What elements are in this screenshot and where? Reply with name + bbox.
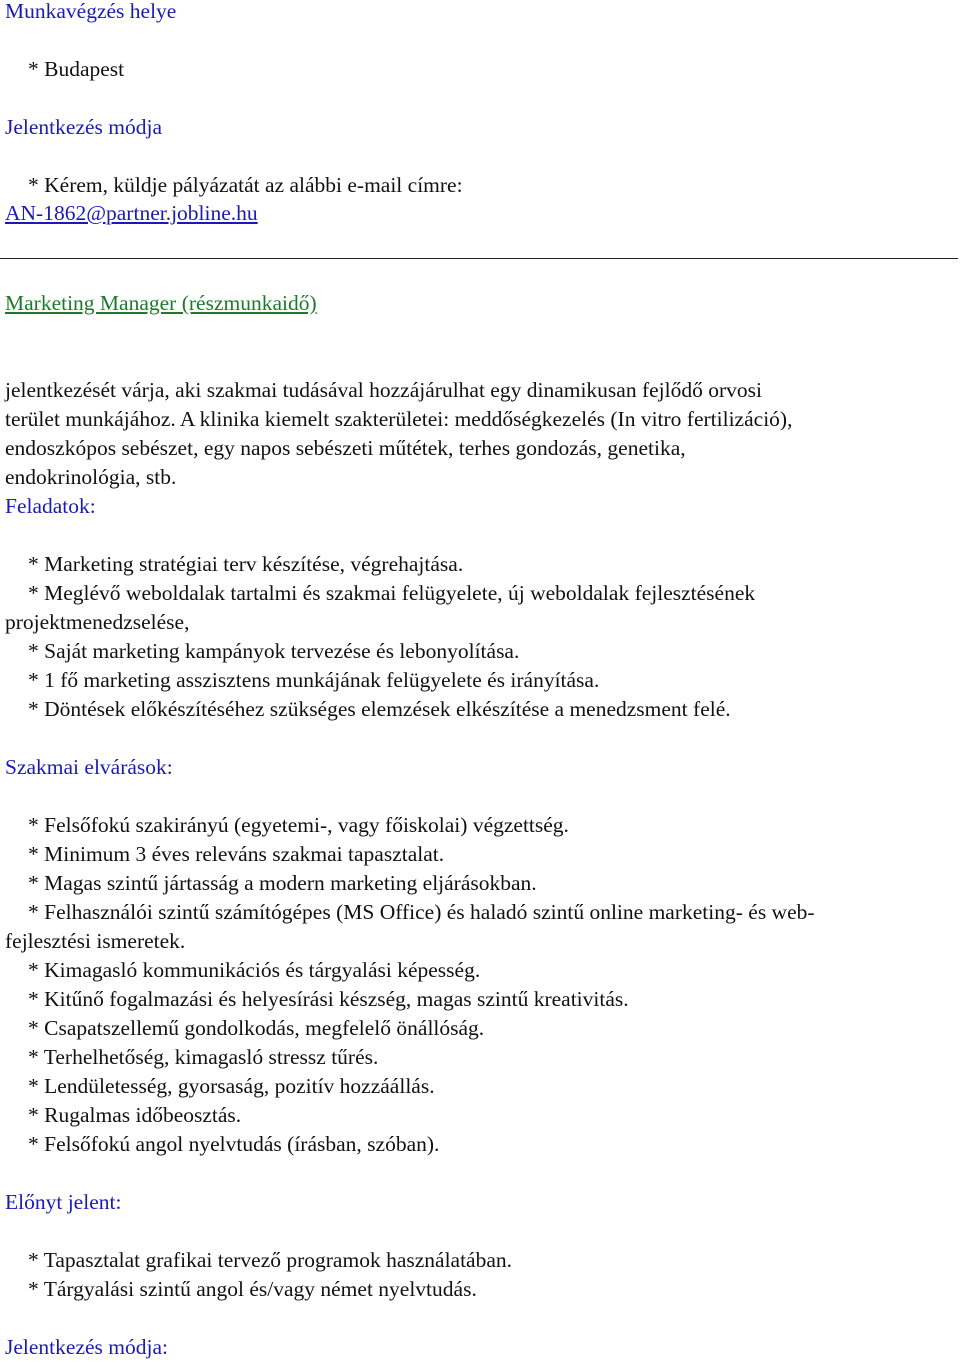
requirement-item: * Csapatszellemű gondolkodás, megfelelő önállóság. (28, 1016, 485, 1040)
section-divider (0, 258, 958, 259)
task-item: * Döntések előkészítéséhez szükséges elemzések elkészítése a menedzsment felé. (28, 697, 731, 721)
requirement-item: * Kimagasló kommunikációs és tárgyalási képesség. (28, 958, 481, 982)
requirement-item: * Magas szintű jártasság a modern marketing eljárásokban. (28, 871, 537, 895)
task-item: * Meglévő weboldalak tartalmi és szakmai felügyelete, új weboldalak fejlesztésének (28, 581, 756, 605)
task-item-continuation: projektmenedzselése, (5, 610, 190, 634)
advantage-item: * Tapasztalat grafikai tervező programok használatában. (28, 1248, 513, 1272)
apply-heading: Jelentkezés módja (5, 115, 163, 139)
apply-instruction: * Kérem, küldje pályázatát az alábbi e-mail címre: (28, 173, 463, 197)
requirement-item: * Felsőfokú angol nyelvtudás (írásban, szóban). (28, 1132, 440, 1156)
requirement-item: * Rugalmas időbeosztás. (28, 1103, 242, 1127)
requirement-item: * Felhasználói szintű számítógépes (MS Office) és haladó szintű online marketing- és web- (28, 900, 815, 924)
apply-email-link[interactable]: AN-1862@partner.jobline.hu (5, 201, 258, 225)
intro-line-3: endoszkópos sebészet, egy napos sebészeti műtétek, terhes gondozás, genetika, (5, 436, 686, 460)
requirements-heading: Szakmai elvárások: (5, 755, 173, 779)
requirement-item: * Felsőfokú szakirányú (egyetemi-, vagy főiskolai) végzettség. (28, 813, 569, 837)
requirement-item: * Lendületesség, gyorsaság, pozitív hozzáállás. (28, 1074, 435, 1098)
apply-heading-2: Jelentkezés módja: (5, 1335, 168, 1359)
location-heading: Munkavégzés helye (5, 0, 177, 23)
requirement-item: * Minimum 3 éves releváns szakmai tapasztalat. (28, 842, 445, 866)
intro-line-2: terület munkájához. A klinika kiemelt szakterületei: meddőségkezelés (In vitro fertilizáció), (5, 407, 793, 431)
requirement-item: * Terhelhetőség, kimagasló stressz tűrés. (28, 1045, 379, 1069)
task-item: * Marketing stratégiai terv készítése, végrehajtása. (28, 552, 464, 576)
requirement-item: * Kitűnő fogalmazási és helyesírási készség, magas szintű kreativitás. (28, 987, 629, 1011)
job-title-link[interactable]: Marketing Manager (részmunkaidő) (5, 291, 317, 315)
advantage-item: * Tárgyalási szintű angol és/vagy német nyelvtudás. (28, 1277, 477, 1301)
task-item: * 1 fő marketing asszisztens munkájának felügyelete és irányítása. (28, 668, 600, 692)
requirement-item-continuation: fejlesztési ismeretek. (5, 929, 186, 953)
intro-line-4: endokrinológia, stb. (5, 465, 177, 489)
tasks-heading: Feladatok: (5, 494, 96, 518)
intro-line-1: jelentkezését várja, aki szakmai tudásával hozzájárulhat egy dinamikusan fejlődő orvosi (5, 378, 762, 402)
advantages-heading: Előnyt jelent: (5, 1190, 122, 1214)
location-item: * Budapest (28, 57, 125, 81)
task-item: * Saját marketing kampányok tervezése és lebonyolítása. (28, 639, 520, 663)
